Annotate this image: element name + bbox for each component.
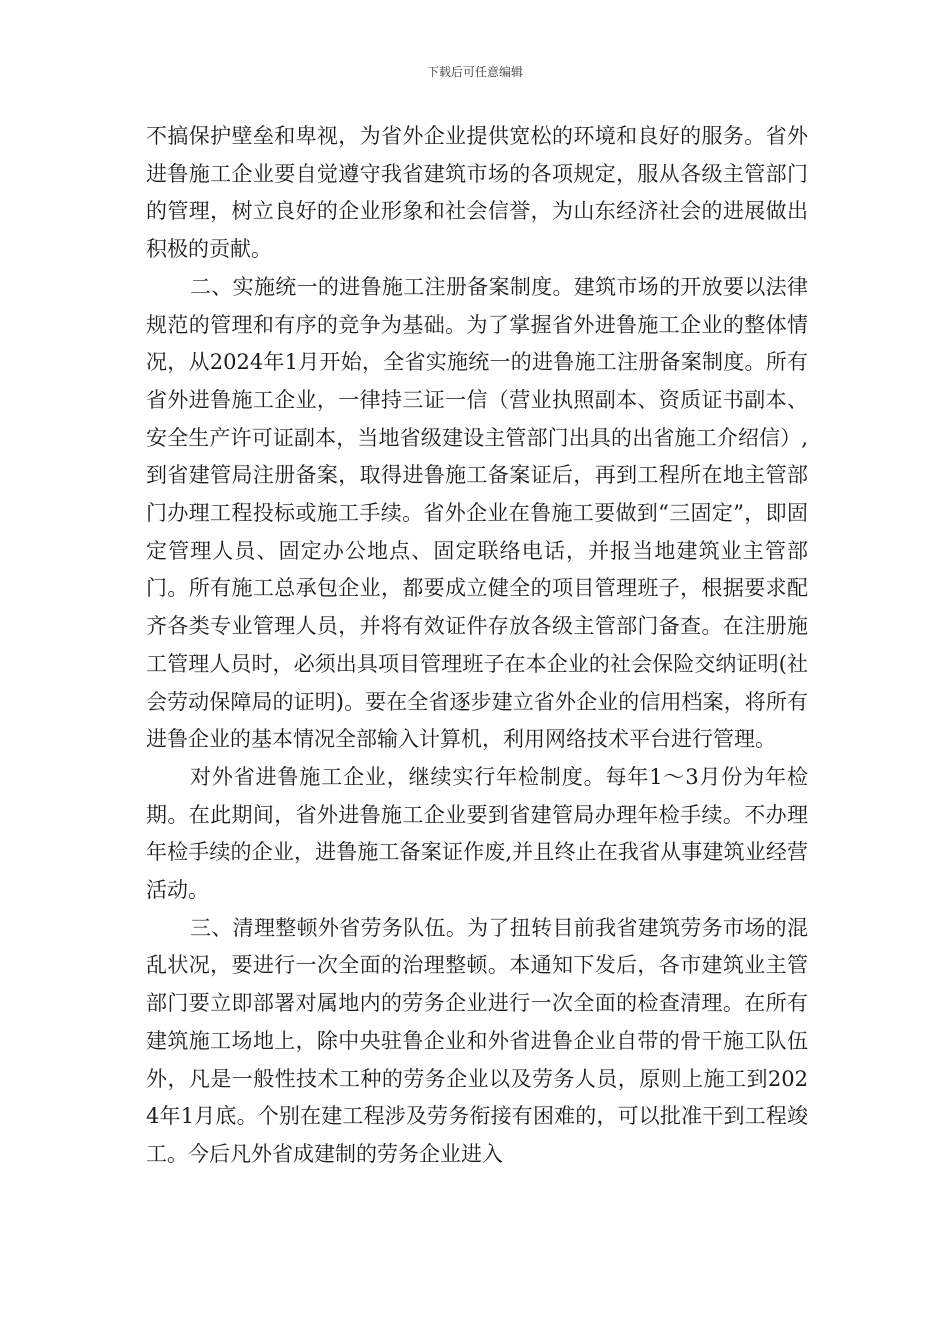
page-header-note: 下载后可任意编辑 bbox=[426, 65, 523, 79]
document-body bbox=[146, 118, 808, 1174]
paragraph-section-three: 三、清理整顿外省劳务队伍。为了扭转目前我省建筑劳务市场的混乱状况，要进行一次全面的治理整顿。本通知下发后，各市建筑业主管部门要立即部署对属地内的劳务企业进行一次全面的检查清理。在所有建筑施工场地上，除中央驻鲁企业和外省进鲁企业自带的骨干施工队伍外，凡是一般性技术工种的劳务企业以及劳务人员，原则上施工到2024年1月底。个别在建工程涉及劳务衔接有困难的，可以批准干到工程竣工。今后凡外省成建制的劳务企业进入 bbox=[146, 915, 808, 1166]
paragraph-section-two: 二、实施统一的进鲁施工注册备案制度。建筑市场的开放要以法律规范的管理和有序的竞争为基础。为了掌握省外进鲁施工企业的整体情况，从2024年1月开始，全省实施统一的进鲁施工注册备案制度。所有省外进鲁施工企业，一律持三证一信（营业执照副本、资质证书副本、安全生产许可证副本，当地省级建设主管部门出具的出省施工介绍信）,到省建管局注册备案，取得进鲁施工备案证后，再到工程所在地主管部门办理工程投标或施工手续。省外企业在鲁施工要做到“三固定”，即固定管理人员、固定办公地点、固定联络电话，并报当地建筑业主管部门。所有施工总承包企业，都要成立健全的项目管理班子，根据要求配齐各类专业管理人员，并将有效证件存放各级主管部门备查。在注册施工管理人员时，必须出具项目管理班子在本企业的社会保险交纳证明(社会劳动保障局的证明)。要在全省逐步建立省外企业的信用档案，将所有进鲁企业的基本情况全部输入计算机，利用网络技术平台进行管理。 bbox=[146, 274, 808, 752]
paragraph-annual-inspection: 对外省进鲁施工企业，继续实行年检制度。每年1～3月份为年检期。在此期间，省外进鲁施工企业要到省建管局办理年检手续。不办理年检手续的企业，进鲁施工备案证作废,并且终止在我省从事建筑业经营活动。 bbox=[146, 764, 808, 903]
paragraph-continuation: 不搞保护壁垒和卑视，为省外企业提供宽松的环境和良好的服务。省外进鲁施工企业要自觉遵守我省建筑市场的各项规定，服从各级主管部门的管理，树立良好的企业形象和社会信誉，为山东经济社会的进展做出积极的贡献。 bbox=[146, 124, 808, 262]
